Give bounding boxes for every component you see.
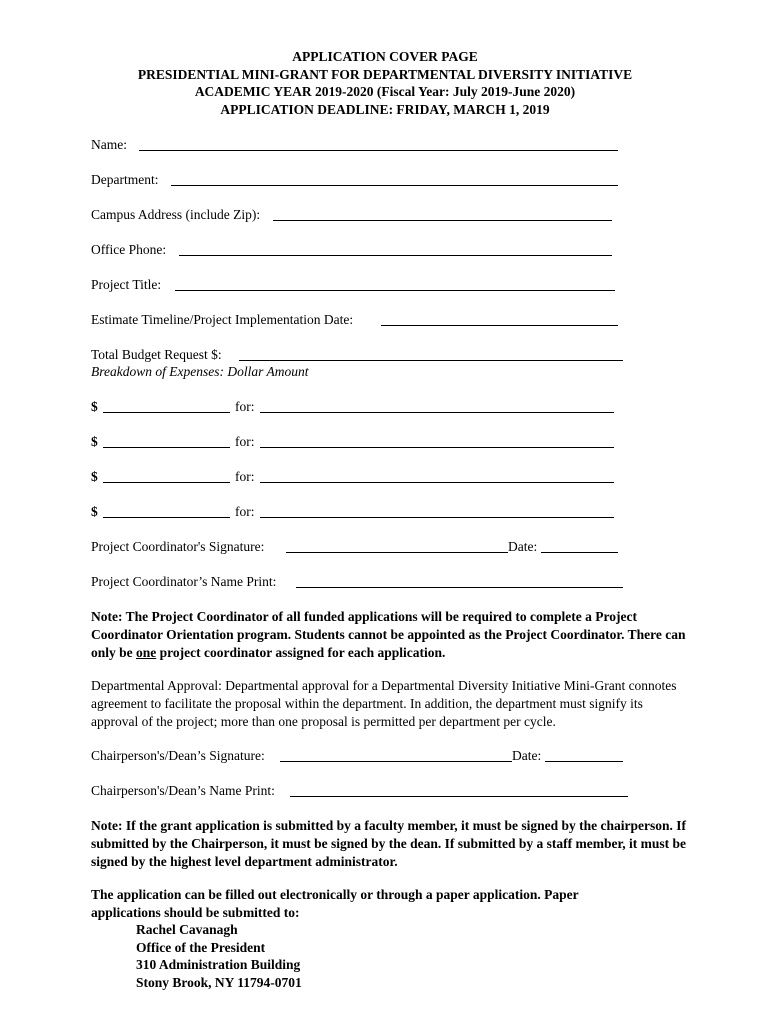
academic-year: ACADEMIC YEAR 2019-2020 (Fiscal Year: July 2019-June 2020) [194, 84, 576, 99]
page-title: APPLICATION COVER PAGE [292, 49, 478, 64]
project-title-field[interactable] [175, 290, 615, 291]
departmental-approval-text: Departmental Approval: Departmental approval for a Departmental Diversity Initiative Mini-Grant connotes agreement to facilitate the proposal within the department. In addition, the department must signify its approval of the project; more than one proposal is permitted per department per cycle. [91, 678, 677, 729]
chair-name-label: Chairperson's/Dean’s Name Print: [91, 783, 275, 798]
expense-for-label: for: [235, 469, 255, 484]
total-budget-field[interactable] [239, 360, 623, 361]
chair-name-field[interactable] [290, 796, 628, 797]
department-label: Department: [91, 172, 159, 187]
submission-building: 310 Administration Building [136, 957, 301, 972]
program-title: PRESIDENTIAL MINI-GRANT FOR DEPARTMENTAL DIVERSITY INITIATIVE [137, 67, 633, 82]
breakdown-label: Breakdown of Expenses: Dollar Amount [91, 364, 309, 379]
timeline-label: Estimate Timeline/Project Implementation Date: [91, 312, 354, 327]
coordinator-signature-label: Project Coordinator's Signature: [91, 539, 265, 554]
campus-address-label: Campus Address (include Zip): [91, 207, 261, 222]
expense-amount-field[interactable] [103, 447, 230, 448]
name-field[interactable] [139, 150, 618, 151]
expense-amount-field[interactable] [103, 517, 230, 518]
coordinator-date-label: Date: [508, 539, 538, 554]
submission-city: Stony Brook, NY 11794-0701 [136, 975, 302, 990]
chair-date-label: Date: [512, 748, 542, 763]
department-field[interactable] [171, 185, 618, 186]
submission-contact-name: Rachel Cavanagh [136, 922, 238, 937]
expense-description-field[interactable] [260, 412, 614, 413]
total-budget-label: Total Budget Request $: [91, 347, 222, 362]
name-label: Name: [91, 137, 127, 152]
expense-description-field[interactable] [260, 482, 614, 483]
chair-signature-label: Chairperson's/Dean’s Signature: [91, 748, 265, 763]
expense-for-label: for: [235, 434, 255, 449]
coordinator-name-label: Project Coordinator’s Name Print: [91, 574, 277, 589]
expense-for-label: for: [235, 399, 255, 414]
expense-amount-field[interactable] [103, 482, 230, 483]
expense-dollar-sign: $ [91, 504, 98, 519]
expense-dollar-sign: $ [91, 434, 98, 449]
chair-signature-field[interactable] [280, 761, 512, 762]
submission-office: Office of the President [136, 940, 266, 955]
expense-description-field[interactable] [260, 517, 614, 518]
expense-amount-field[interactable] [103, 412, 230, 413]
coordinator-date-field[interactable] [541, 552, 618, 553]
timeline-field[interactable] [381, 325, 618, 326]
deadline: APPLICATION DEADLINE: FRIDAY, MARCH 1, 2019 [220, 102, 550, 117]
project-title-label: Project Title: [91, 277, 162, 292]
submission-instructions: The application can be filled out electronically or through a paper application. Paper applications should be submitted to: [91, 887, 579, 920]
expense-for-label: for: [235, 504, 255, 519]
signature-note: Note: If the grant application is submitted by a faculty member, it must be signed by the chairperson. If submitted by the Chairperson, it must be signed by the dean. If submitted by a staff member, it must be signed by the highest level department administrator. [91, 818, 687, 869]
expense-dollar-sign: $ [91, 399, 98, 414]
expense-description-field[interactable] [260, 447, 614, 448]
expense-dollar-sign: $ [91, 469, 98, 484]
coordinator-note: Note: The Project Coordinator of all funded applications will be required to complete a Project Coordinator Orientation program. Students cannot be appointed as the Project Coordinator. There can only be one project coordinator assigned for each application. [91, 609, 686, 660]
office-phone-field[interactable] [179, 255, 612, 256]
campus-address-field[interactable] [273, 220, 612, 221]
coordinator-signature-field[interactable] [286, 552, 508, 553]
chair-date-field[interactable] [545, 761, 623, 762]
coordinator-name-field[interactable] [296, 587, 623, 588]
office-phone-label: Office Phone: [91, 242, 167, 257]
